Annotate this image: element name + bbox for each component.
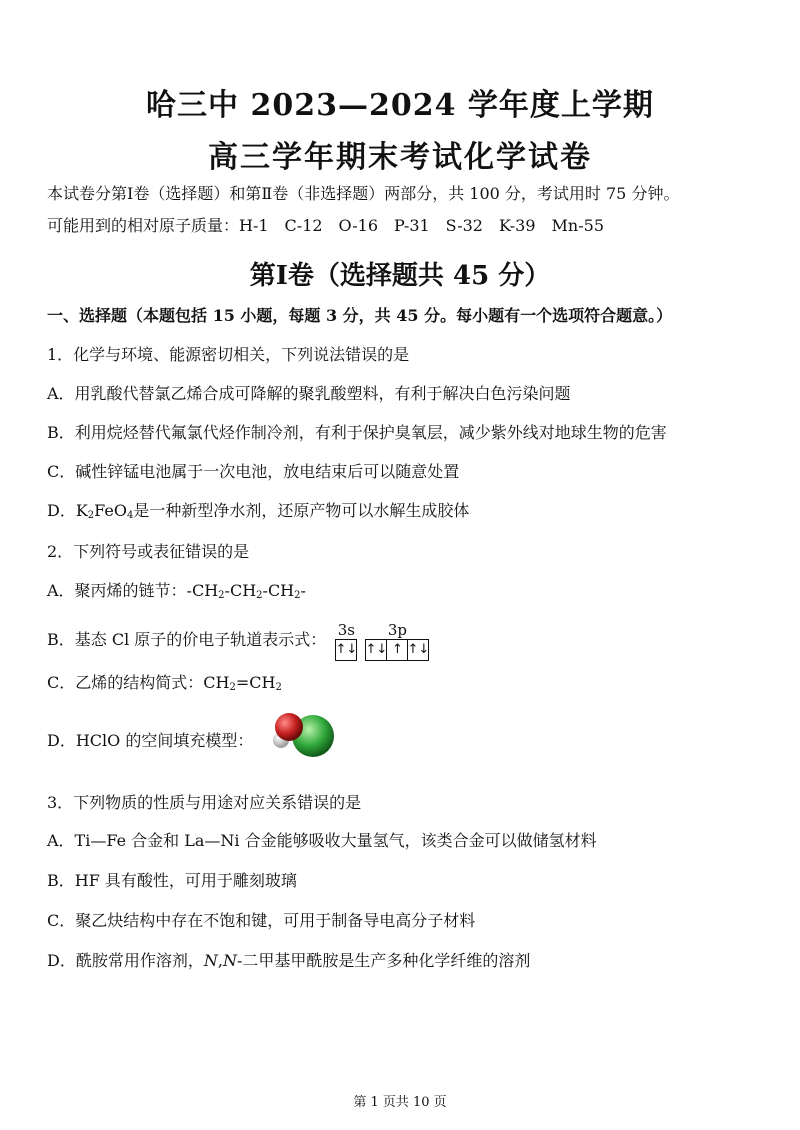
orbital-box: ↑↓ xyxy=(407,641,430,657)
q2-stem: 2．下列符号或表征错误的是 xyxy=(47,542,250,561)
q2-option-d: D．HClO 的空间填充模型： xyxy=(47,731,254,750)
q3-option-a: A．Ti—Fe 合金和 La—Ni 合金能够吸收大量氢气，该类合金可以做储氢材料 xyxy=(47,831,597,850)
intro-line-2: 可能用到的相对原子质量：H-1 C-12 O-16 P-31 S-32 K-39 Mn-55 xyxy=(47,216,604,235)
q1-option-c: C．碱性锌锰电池属于一次电池，放电结束后可以随意处置 xyxy=(47,462,460,481)
q2-option-b: B．基态 Cl 原子的价电子轨道表示式： 3s ↑↓ 3p ↑↓ ↑ ↑↓ xyxy=(47,607,437,661)
q1-option-d: D．$K_2FeO_4$是一种新型净水剂，还原产物可以水解生成胶体 xyxy=(47,501,470,521)
orbital-3s: 3s ↑↓ xyxy=(335,621,357,661)
exam-subtitle: 高三学年期末考试化学试卷 xyxy=(208,140,592,175)
orbital-diagram xyxy=(335,621,437,661)
q1-option-b: B．利用烷烃替代氟氯代烃作制冷剂，有利于保护臭氧层，减少紫外线对地球生物的危害 xyxy=(47,423,667,442)
q2-option-c: C．乙烯的结构简式：$CH_2=CH_2$ xyxy=(47,673,282,693)
intro-line-1: 本试卷分第Ⅰ卷（选择题）和第Ⅱ卷（非选择题）两部分，共 100 分，考试用时 75 分钟。 xyxy=(47,184,680,203)
q3-option-b: B．HF 具有酸性，可用于雕刻玻璃 xyxy=(47,871,297,890)
section-title: 第Ⅰ卷（选择题共 45 分） xyxy=(249,261,551,291)
oxygen-atom xyxy=(275,713,303,741)
hclo-space-filling-model xyxy=(269,710,339,758)
q1-option-a: A．用乳酸代替氯乙烯合成可降解的聚乳酸塑料，有利于解决白色污染问题 xyxy=(47,384,571,403)
section-instruction: 一、选择题（本题包括 15 小题，每题 3 分，共 45 分。每小题有一个选项符合题意。） xyxy=(47,306,673,325)
orbital-box: ↑↓ xyxy=(335,641,358,657)
q3-option-c: C．聚乙炔结构中存在不饱和键，可用于制备导电高分子材料 xyxy=(47,911,476,930)
q3-stem: 3．下列物质的性质与用途对应关系错误的是 xyxy=(47,793,362,812)
q2-option-a: A．聚丙烯的链节：$-CH_2-CH_2-CH_2-$ xyxy=(47,581,306,601)
page-footer: 第 1 页共 10 页 xyxy=(353,1095,447,1110)
q1-stem: 1．化学与环境、能源密切相关，下列说法错误的是 xyxy=(47,345,410,364)
orbital-box: ↑ xyxy=(387,640,408,660)
exam-title: 哈三中 2023—2024 学年度上学期 xyxy=(146,88,654,123)
orbital-3p: 3p ↑↓ ↑ ↑↓ xyxy=(365,621,429,661)
q3-option-d: D．酰胺常用作溶剂，N,N-二甲基甲酰胺是生产多种化学纤维的溶剂 xyxy=(47,951,531,970)
orbital-box: ↑↓ xyxy=(366,640,387,660)
